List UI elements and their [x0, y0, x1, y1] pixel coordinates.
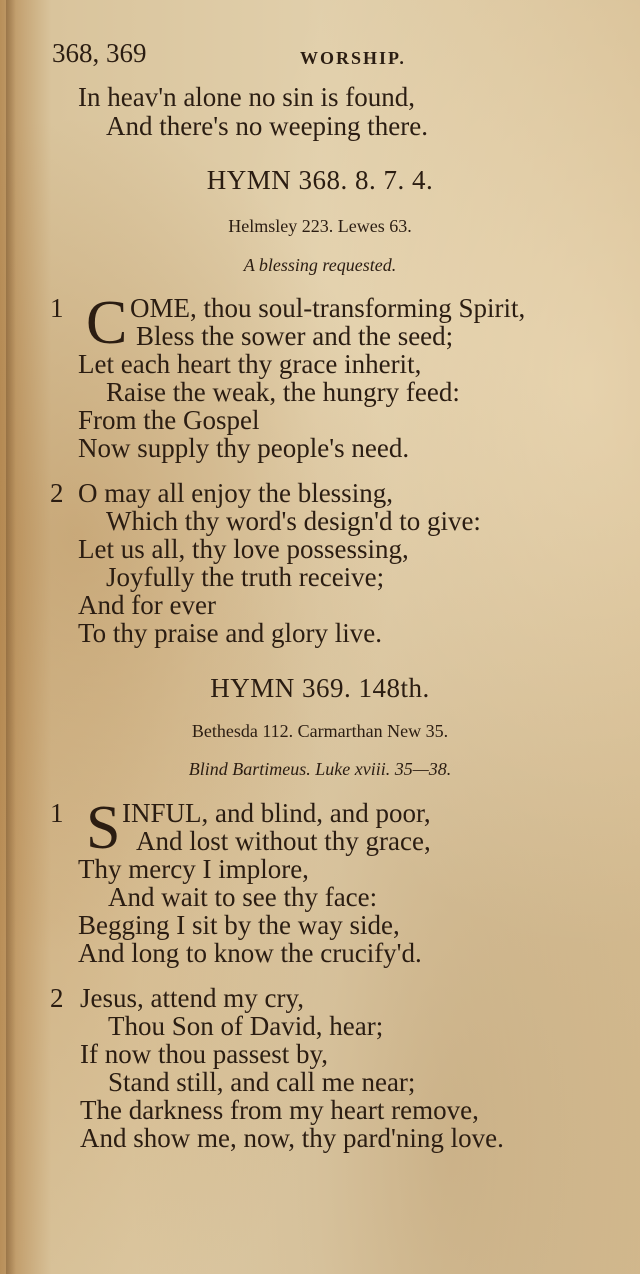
verse-line: Stand still, and call me near;	[108, 1067, 416, 1097]
verse-line: Thy mercy I implore,	[78, 854, 309, 884]
verse-line: O may all enjoy the blessing,	[78, 478, 393, 508]
verse-line: To thy praise and glory live.	[78, 618, 383, 648]
verse-number: 1	[50, 293, 64, 323]
hymn-368-title: HYMN 368. 8. 7. 4.	[206, 165, 434, 195]
carryover-line: And there's no weeping there.	[106, 111, 429, 141]
carryover-line: In heav'n alone no sin is found,	[78, 82, 416, 112]
verse-line: And for ever	[78, 590, 216, 620]
verse-line: Jesus, attend my cry,	[80, 983, 304, 1013]
verse-line: Bless the sower and the seed;	[136, 321, 454, 351]
verse-line: Begging I sit by the way side,	[78, 910, 400, 940]
verse-line: And lost without thy grace,	[136, 826, 431, 856]
verse-line: And wait to see thy face:	[108, 882, 378, 912]
verse-line: Joyfully the truth receive;	[106, 562, 385, 592]
verse-line: Thou Son of David, hear;	[108, 1011, 384, 1041]
verse-line: And show me, now, thy pard'ning love.	[80, 1123, 504, 1153]
verse-number: 2	[50, 983, 64, 1013]
verse-line: Let us all, thy love possessing,	[78, 534, 409, 564]
verse-number: 1	[50, 798, 64, 828]
verse-line: OME, thou soul-transforming Spirit,	[130, 293, 526, 323]
verse-line: Which thy word's design'd to give:	[106, 506, 481, 536]
running-head	[52, 38, 612, 78]
verse-line: From the Gospel	[78, 405, 260, 435]
drop-cap: S	[86, 794, 121, 862]
drop-cap: C	[86, 289, 128, 357]
hymn-369-title: HYMN 369. 148th.	[210, 673, 430, 703]
verse-line: And long to know the crucify'd.	[78, 938, 422, 968]
verse-line: Now supply thy people's need.	[78, 433, 410, 463]
page-numbers: 368, 369	[52, 38, 147, 68]
hymn-369-tunes: Bethesda 112. Carmarthan New 35.	[191, 721, 449, 741]
hymn-368-subject: A blessing requested.	[243, 255, 397, 275]
verse-line: Raise the weak, the hungry feed:	[106, 377, 460, 407]
verse-number: 2	[50, 478, 64, 508]
hymn-368-tunes: Helmsley 223. Lewes 63.	[228, 216, 412, 236]
verse-line: The darkness from my heart remove,	[80, 1095, 479, 1125]
verse-line: INFUL, and blind, and poor,	[122, 798, 431, 828]
verse-line: Let each heart thy grace inherit,	[78, 349, 422, 379]
running-title: WORSHIP.	[300, 48, 406, 68]
verse-line: If now thou passest by,	[80, 1039, 328, 1069]
hymn-369-subject: Blind Bartimeus. Luke xviii. 35—38.	[188, 759, 452, 779]
